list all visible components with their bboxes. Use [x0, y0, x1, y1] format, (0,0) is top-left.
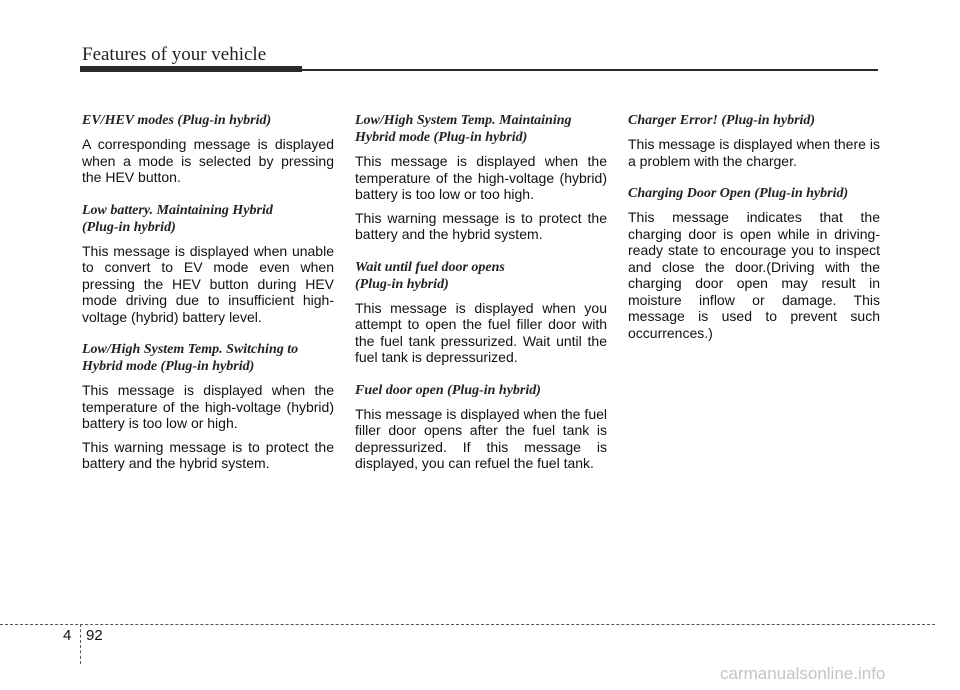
section-heading: EV/HEV modes (Plug-in hybrid): [82, 113, 272, 128]
section-paragraph: A corresponding message is displayed when a mode is selected by pressing the HEV button.: [82, 136, 334, 185]
section-paragraph: This message is displayed when there is a problem with the charger.: [628, 136, 880, 169]
chapter-number: 4: [63, 627, 72, 644]
section-temp-switching: [82, 341, 334, 472]
section-wait-fuel-door: [355, 259, 607, 366]
section-ev-hev-modes: [82, 112, 334, 186]
column-3: [628, 112, 880, 357]
column-2: [355, 112, 607, 488]
page-number: 92: [86, 627, 103, 644]
section-paragraph: This warning message is to protect the battery and the hybrid system.: [355, 209, 607, 242]
section-charging-door-open: [628, 185, 880, 341]
header-rule-thick: [80, 66, 302, 72]
section-temp-maintaining: [355, 112, 607, 243]
section-heading: Wait until fuel door opens (Plug-in hybrid): [355, 259, 505, 292]
column-1: [82, 112, 334, 488]
section-heading: Charger Error! (Plug-in hybrid): [628, 113, 816, 128]
section-paragraph: This warning message is to protect the battery and the hybrid system.: [82, 438, 334, 471]
section-paragraph: This message is displayed when the fuel filler door opens after the fuel tank is depressurized. If this message is displayed, you can refuel the fuel tank.: [355, 405, 607, 471]
section-paragraph: This message is displayed when the temperature of the high-voltage (hybrid) battery is too low or too high.: [355, 153, 607, 202]
section-charger-error: [628, 112, 880, 169]
section-heading: Charging Door Open (Plug-in hybrid): [628, 186, 849, 201]
watermark: carmanualsonline.info: [720, 664, 886, 683]
section-paragraph: This message is displayed when you attempt to open the fuel filler door with the fuel tank pressurized. Wait until the fuel tank is depressurized.: [355, 299, 607, 365]
section-heading: Low/High System Temp. Switching to Hybrid mode (Plug-in hybrid): [82, 342, 299, 374]
page-header-title: Features of your vehicle: [82, 44, 267, 65]
section-low-battery: [82, 202, 334, 326]
footer-divider: [80, 624, 81, 664]
section-paragraph: This message indicates that the charging door is open while in driving-ready state to encourage you to inspect and close the door.(Driving with the charging door open may result in moisture inflow or damage. This message is used to prevent such occurrences.): [628, 209, 880, 341]
section-heading: Fuel door open (Plug-in hybrid): [355, 382, 541, 398]
section-paragraph: This message is displayed when unable to convert to EV mode even when pressing the HEV button during HEV mode driving due to insufficient high-voltage (hybrid) battery level.: [82, 242, 334, 325]
footer-rule: [0, 624, 935, 625]
section-paragraph: This message is displayed when the temperature of the high-voltage (hybrid) battery is too low or high.: [82, 382, 334, 431]
section-fuel-door-open: [355, 382, 607, 472]
section-heading: Low battery. Maintaining Hybrid (Plug-in hybrid): [82, 202, 273, 235]
section-heading: Low/High System Temp. Maintaining Hybrid mode (Plug-in hybrid): [355, 113, 572, 145]
header-rule-thin: [302, 69, 878, 71]
